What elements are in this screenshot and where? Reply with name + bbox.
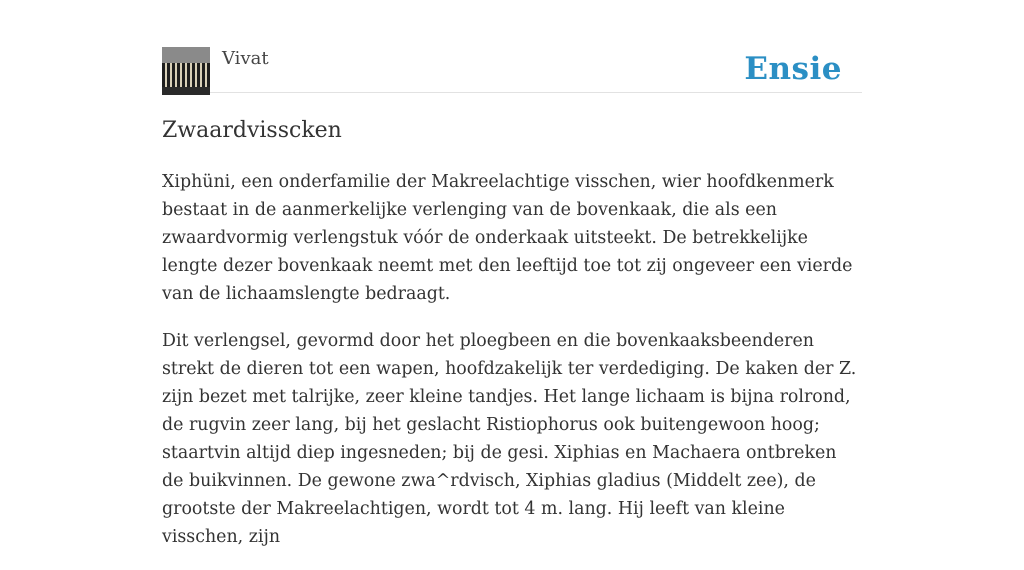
article-header	[162, 47, 862, 93]
article-title: Zwaardvisscken	[162, 118, 342, 143]
author-name[interactable]: Vivat	[222, 48, 269, 69]
avatar-ground	[162, 87, 210, 95]
avatar-sky	[162, 47, 210, 63]
ensie-logo[interactable]: Ensie	[744, 51, 842, 87]
article-body	[162, 168, 862, 570]
avatar-pattern	[162, 63, 210, 87]
article-paragraph: Dit verlengsel, gevormd door het ploegbeen en die bovenkaaksbeenderen strekt de dieren tot een wapen, hoofdzakelijk ter verdediging. De kaken der Z. zijn bezet met talrijke, zeer kleine tandjes. Het lange lichaam is bijna rolrond, de rugvin zeer lang, bij het geslacht Ristiophorus ook buitengewoon hoog; staartvin altijd diep ingesneden; bij de gesi. Xiphias en Machaera ontbreken de buikvinnen. De gewone zwa^rdvisch, Xiphias gladius (Middelt zee), de grootste der Makreelachtigen, wordt tot 4 m. lang. Hij leeft van kleine visschen, zijn	[162, 331, 857, 547]
author-avatar[interactable]	[162, 47, 210, 95]
article-page	[162, 0, 862, 547]
article-paragraph: Xiphüni, een onderfamilie der Makreelachtige visschen, wier hoofdkenmerk bestaat in de aanmerkelijke verlenging van de bovenkaak, die als een zwaardvormig verlengstuk vóór de onderkaak uitsteekt. De betrekkelijke lengte dezer bovenkaak neemt met den leeftijd toe tot zij ongeveer een vierde van de lichaamslengte bedraagt.	[162, 172, 853, 304]
